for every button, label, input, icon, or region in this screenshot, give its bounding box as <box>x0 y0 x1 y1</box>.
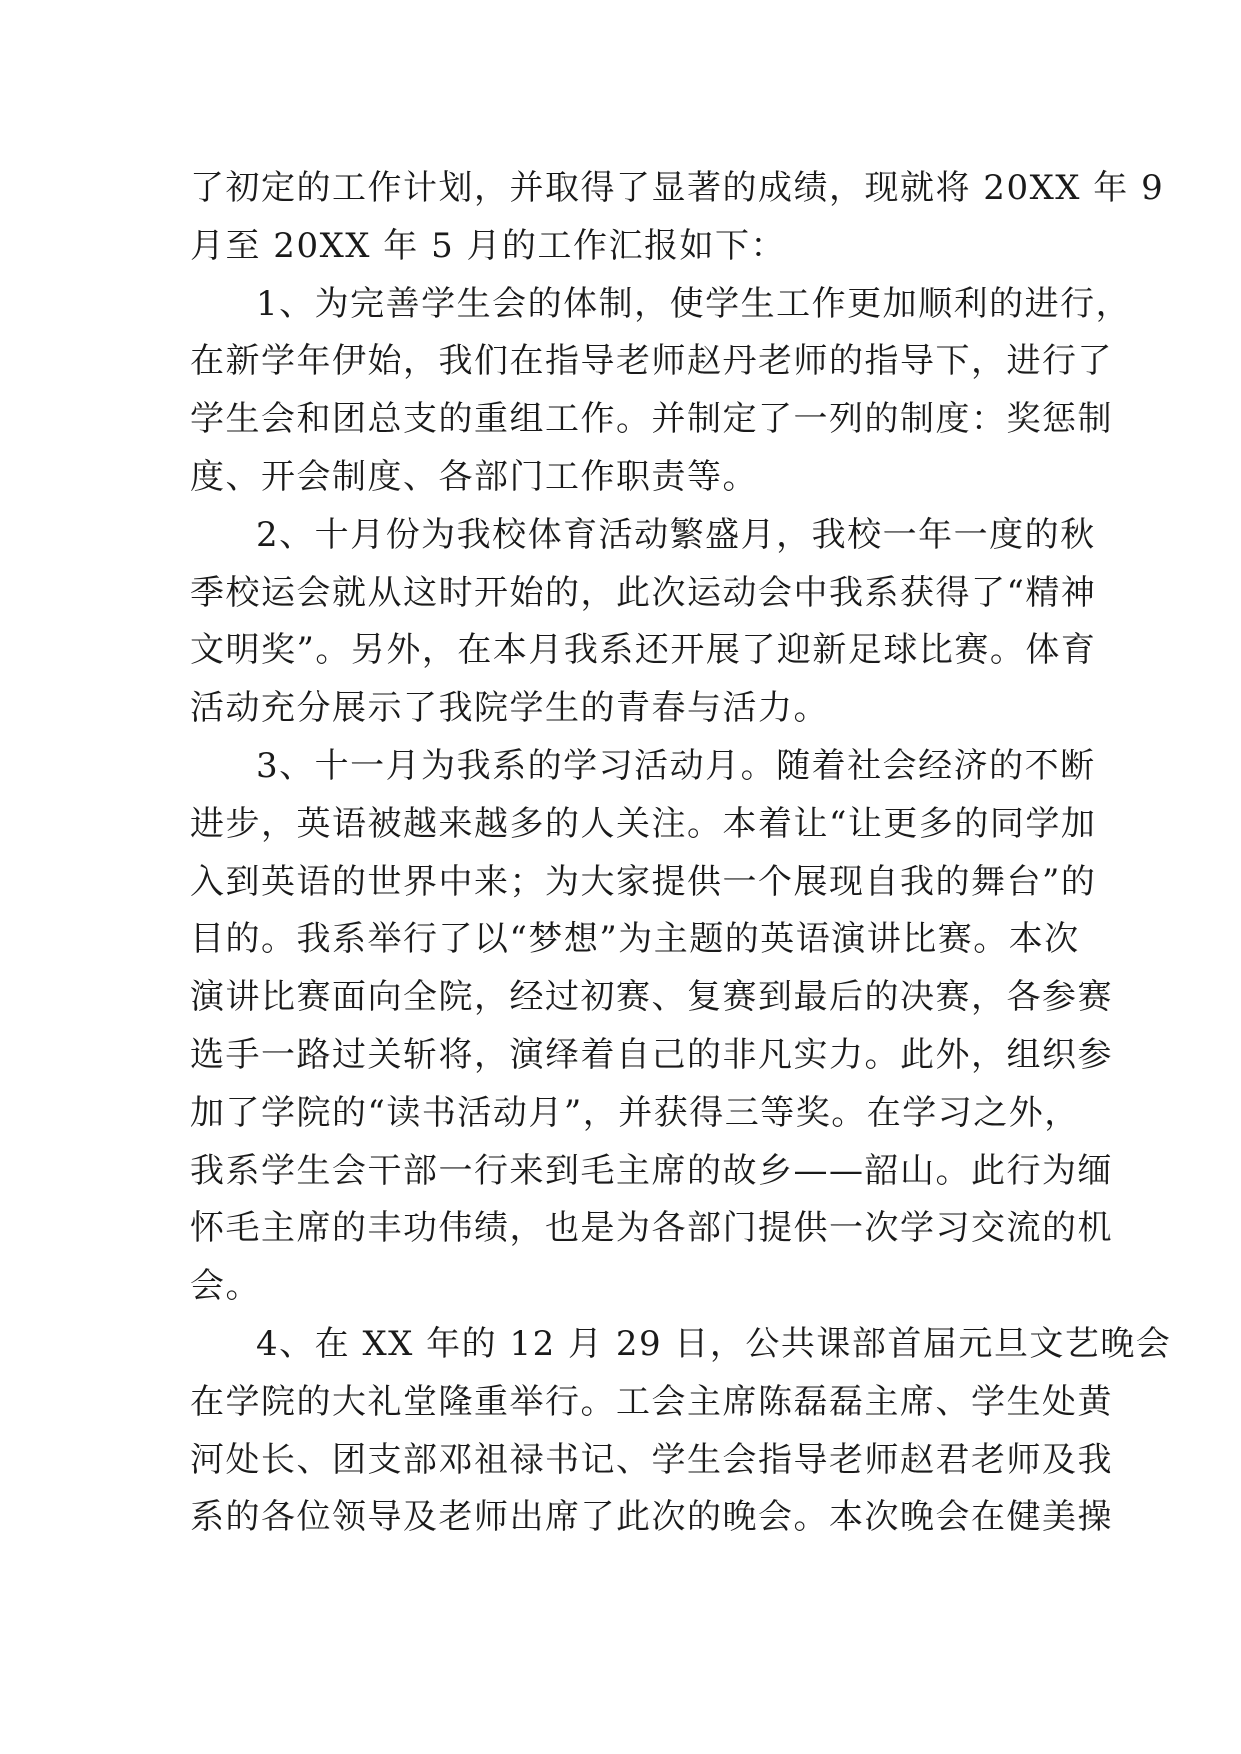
text-line: 会。 <box>190 1266 261 1307</box>
text-line: 演讲比赛面向全院，经过初赛、复赛到最后的决赛，各参赛 <box>190 977 1113 1018</box>
text-line: 季校运会就从这时开始的，此次运动会中我系获得了“精神 <box>190 572 1097 613</box>
text-line: 入到英语的世界中来；为大家提供一个展现自我的舞台”的 <box>190 861 1097 902</box>
text-line: 选手一路过关斩将，演绎着自己的非凡实力。此外，组织参 <box>190 1034 1113 1075</box>
text-line: 1、为完善学生会的体制，使学生工作更加顺利的进行， <box>256 283 1132 324</box>
text-line: 度、开会制度、各部门工作职责等。 <box>190 456 758 497</box>
document-body <box>190 160 1172 1547</box>
text-line: 活动充分展示了我院学生的青春与活力。 <box>190 688 829 729</box>
text-line: 进步，英语被越来越多的人关注。本着让“让更多的同学加 <box>190 803 1097 844</box>
text-line: 在学院的大礼堂隆重举行。工会主席陈磊磊主席、学生处黄 <box>190 1381 1113 1422</box>
text-line: 加了学院的“读书活动月”，并获得三等奖。在学习之外， <box>190 1092 1080 1133</box>
text-line: 系的各位领导及老师出席了此次的晚会。本次晚会在健美操 <box>190 1497 1113 1538</box>
text-line: 4、在 XX 年的 12 月 29 日，公共课部首届元旦文艺晚会 <box>256 1323 1172 1364</box>
text-line: 河处长、团支部邓祖禄书记、学生会指导老师赵君老师及我 <box>190 1439 1113 1480</box>
text-line: 目的。我系举行了以“梦想”为主题的英语演讲比赛。本次 <box>190 919 1080 960</box>
text-line: 月至 20XX 年 5 月的工作汇报如下： <box>190 225 787 266</box>
text-line: 文明奖”。另外，在本月我系还开展了迎新足球比赛。体育 <box>190 630 1097 671</box>
text-line: 3、十一月为我系的学习活动月。随着社会经济的不断 <box>256 745 1096 786</box>
text-line: 2、十月份为我校体育活动繁盛月，我校一年一度的秋 <box>256 514 1096 555</box>
text-line: 了初定的工作计划，并取得了显著的成绩，现就将 20XX 年 9 <box>190 168 1165 208</box>
text-line: 学生会和团总支的重组工作。并制定了一列的制度：奖惩制 <box>190 399 1113 440</box>
text-line: 怀毛主席的丰功伟绩，也是为各部门提供一次学习交流的机 <box>190 1208 1113 1249</box>
text-line: 我系学生会干部一行来到毛主席的故乡——韶山。此行为缅 <box>190 1150 1113 1191</box>
text-line: 在新学年伊始，我们在指导老师赵丹老师的指导下，进行了 <box>190 341 1113 382</box>
